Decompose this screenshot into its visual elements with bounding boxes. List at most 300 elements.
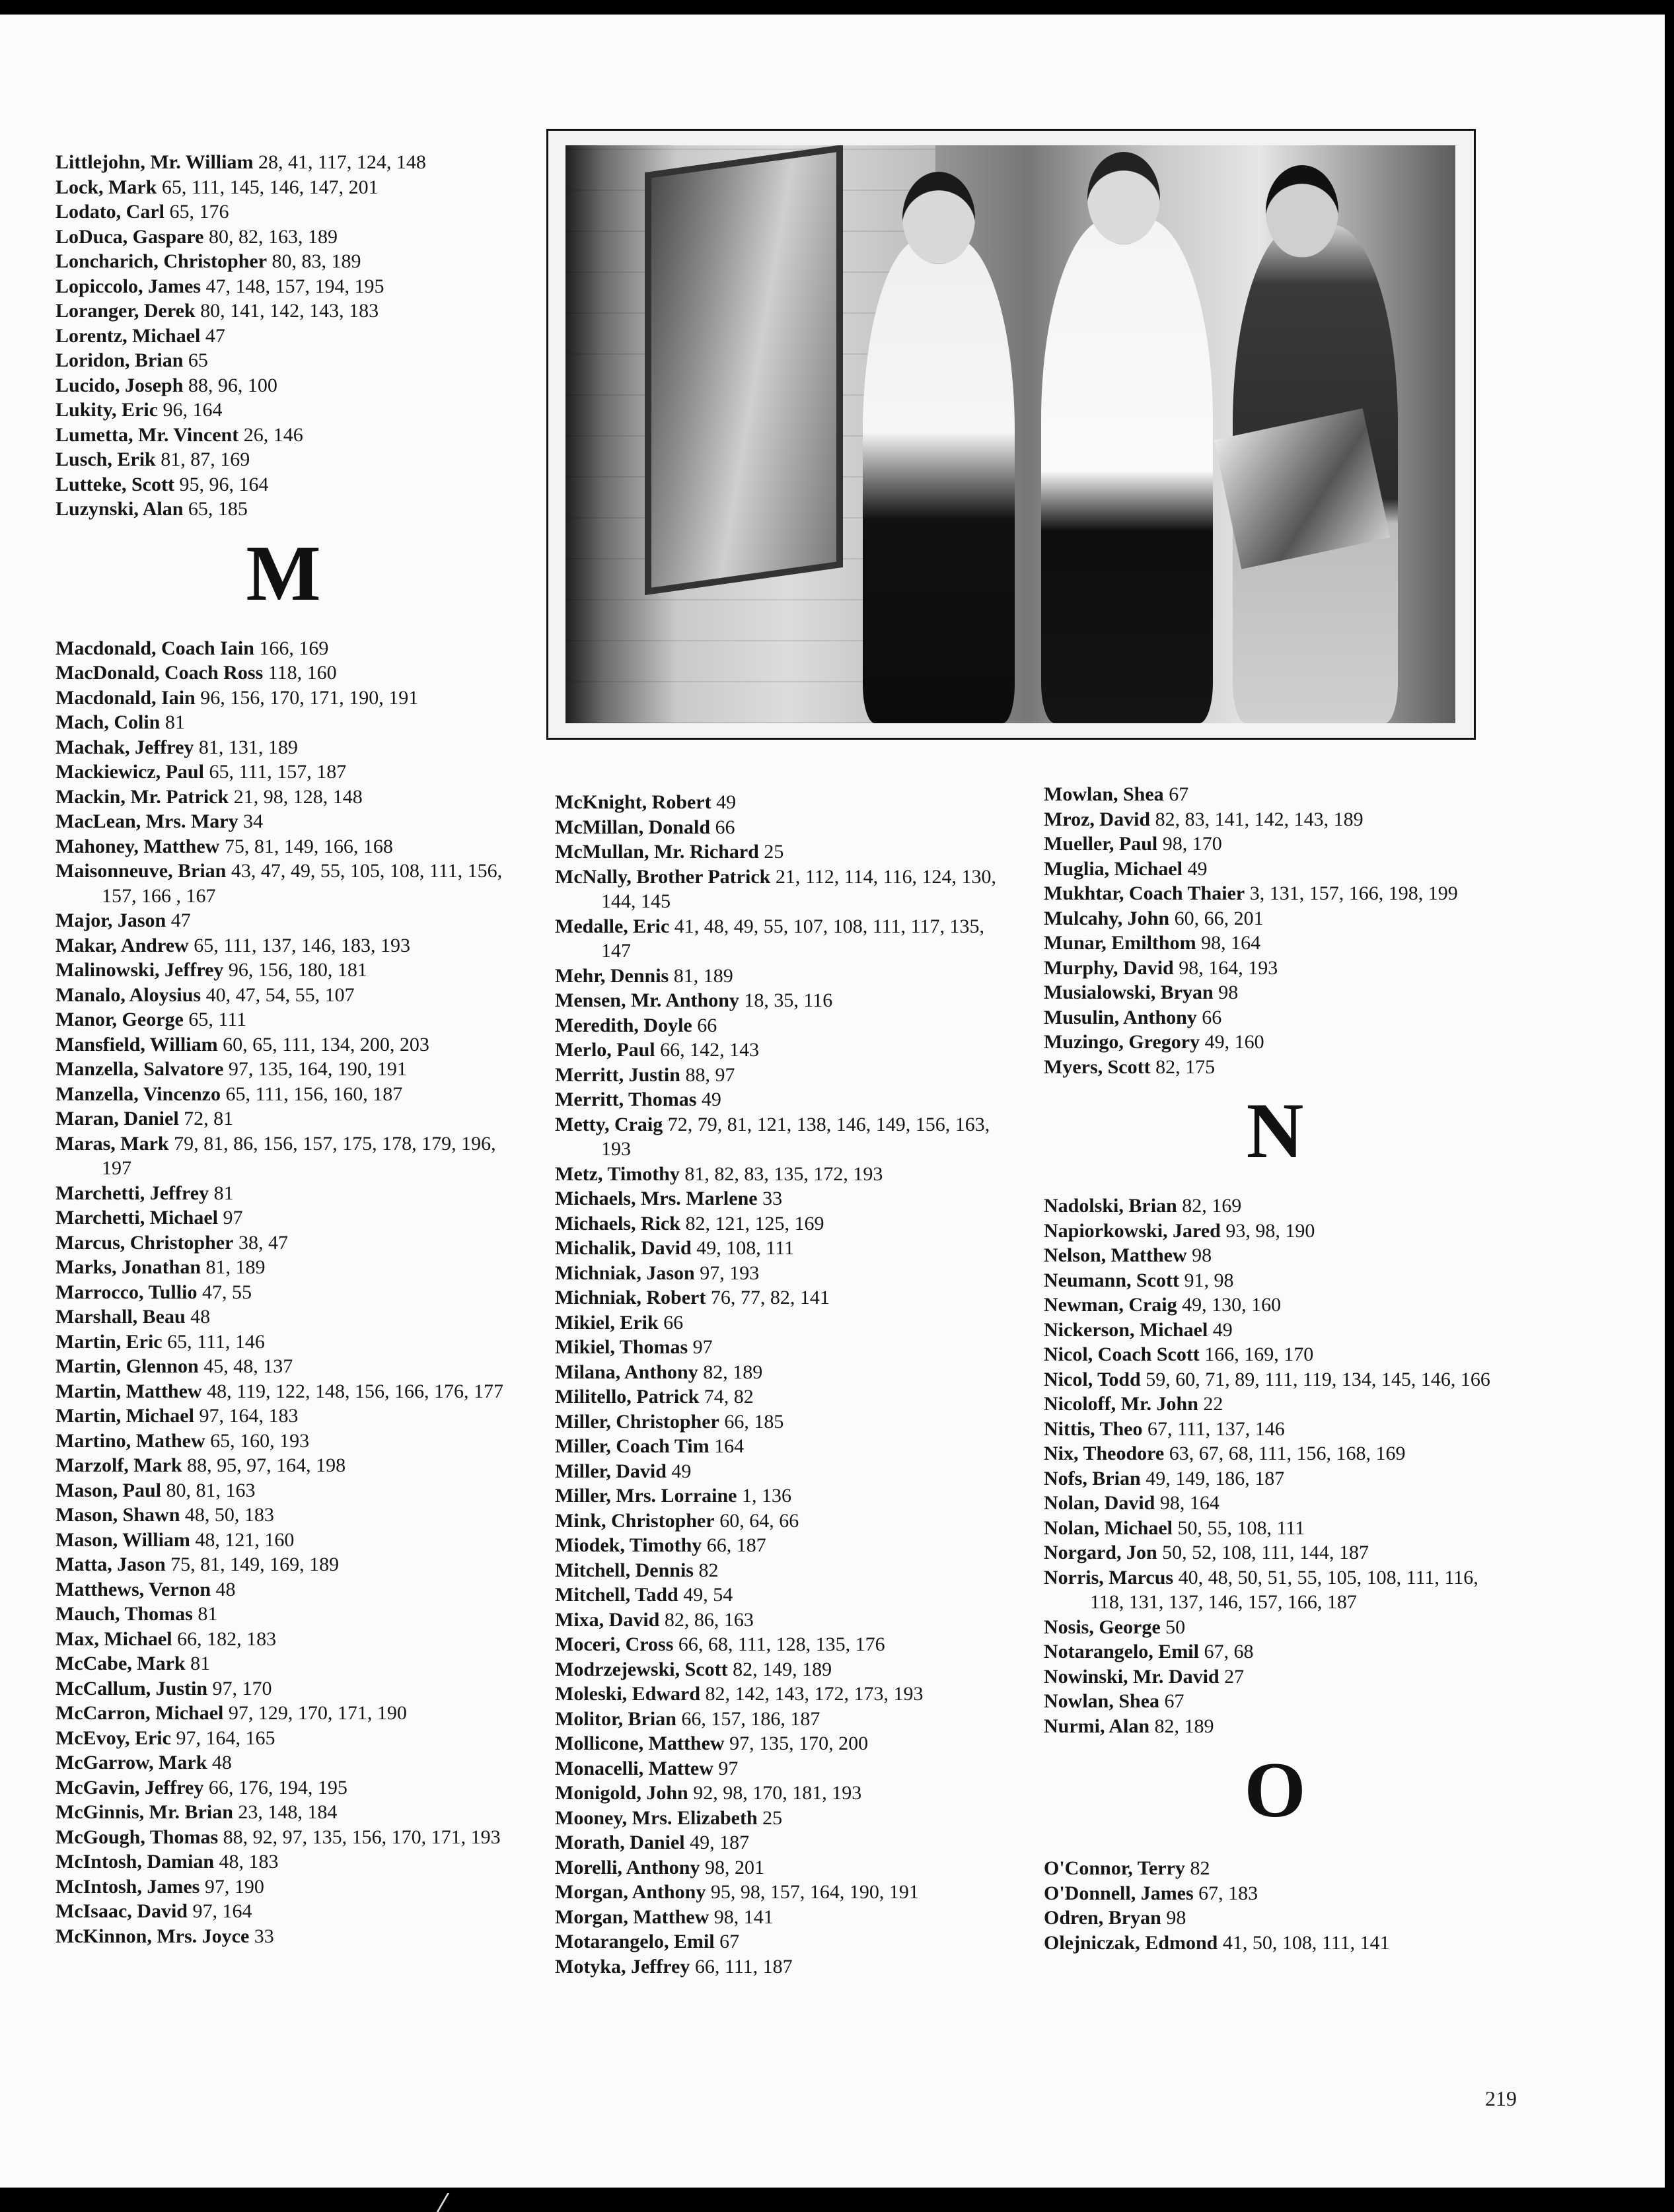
index-entry	[555, 1682, 1011, 1707]
index-entry	[1044, 1392, 1506, 1417]
index-entry-pages: 3, 131, 157, 166, 198, 199	[1249, 882, 1458, 904]
index-entry-pages: 72, 79, 81, 121, 138, 146, 149, 156, 163, 193	[601, 1113, 990, 1160]
index-entry	[555, 1211, 1011, 1236]
index-entry-name: Notarangelo, Emil	[1044, 1641, 1199, 1662]
index-entry-pages: 66, 185	[724, 1410, 784, 1433]
index-entry-name: Modrzejewski, Scott	[555, 1658, 728, 1680]
index-entry-pages: 60, 66, 201	[1174, 907, 1264, 929]
index-entry-name: Morelli, Anthony	[555, 1856, 700, 1878]
index-entry-pages: 88, 92, 97, 135, 156, 170, 171, 193	[223, 1826, 501, 1848]
index-entry	[555, 1261, 1011, 1286]
index-entry	[1044, 1367, 1506, 1392]
index-entry-pages: 92, 98, 170, 181, 193	[693, 1782, 862, 1804]
index-entry-pages: 67, 111, 137, 146	[1147, 1417, 1285, 1440]
index-entry-name: Metty, Craig	[555, 1113, 663, 1135]
index-entry	[55, 1181, 511, 1206]
index-entry-name: McMullan, Mr. Richard	[555, 841, 759, 863]
index-entry	[55, 1106, 511, 1131]
index-entry	[55, 1453, 511, 1478]
index-entry-pages: 98, 170	[1162, 833, 1222, 855]
section-letter-o: O	[1244, 1746, 1306, 1834]
index-entry-pages: 66, 142, 143	[660, 1039, 760, 1061]
index-entry-pages: 81	[164, 711, 185, 733]
index-entry-pages: 98	[1192, 1244, 1212, 1266]
index-entry-name: Maisonneuve, Brian	[55, 860, 227, 882]
index-entry	[55, 1404, 511, 1429]
index-entry-name: Milana, Anthony	[555, 1361, 698, 1383]
index-entry	[55, 472, 511, 497]
index-entry-name: Monacelli, Mattew	[555, 1757, 713, 1779]
index-entry-pages: 164	[714, 1435, 745, 1457]
index-entry-pages: 80, 82, 163, 189	[208, 225, 338, 248]
index-entry-name: Mowlan, Shea	[1044, 783, 1164, 805]
index-entry-name: Lopiccolo, James	[55, 275, 201, 297]
index-entry	[555, 1632, 1011, 1657]
index-entry-name: Musulin, Anthony	[1044, 1006, 1197, 1028]
index-entry-pages: 49, 54	[683, 1584, 733, 1606]
index-entry-name: Maran, Daniel	[55, 1108, 179, 1129]
section-letter-m: M	[246, 528, 321, 617]
index-entry-pages: 48	[215, 1578, 236, 1600]
index-entry-name: Martin, Matthew	[55, 1380, 202, 1402]
index-entry	[55, 150, 511, 175]
index-entry-pages: 48, 119, 122, 148, 156, 166, 176, 177	[207, 1380, 503, 1402]
index-entry	[55, 225, 511, 250]
index-entry-pages: 80, 83, 189	[272, 250, 361, 272]
index-entry-pages: 97, 190	[204, 1875, 264, 1898]
index-entry-name: Mroz, David	[1044, 808, 1151, 830]
index-entry-name: Martin, Eric	[55, 1330, 163, 1353]
index-entry	[1044, 1005, 1506, 1030]
index-entry-pages: 65, 160, 193	[210, 1429, 310, 1452]
index-entry-pages: 97, 129, 170, 171, 190	[228, 1702, 407, 1724]
index-entry-name: Lutteke, Scott	[55, 473, 174, 495]
index-entry-pages: 27	[1224, 1665, 1245, 1688]
index-entry-name: Myers, Scott	[1044, 1055, 1151, 1078]
index-entry-name: Nicol, Todd	[1044, 1368, 1141, 1390]
index-entry-name: Morgan, Anthony	[555, 1881, 706, 1903]
index-entry	[55, 299, 511, 324]
index-entry-name: Norris, Marcus	[1044, 1566, 1174, 1588]
index-entry	[55, 1231, 511, 1256]
index-entry-name: Marrocco, Tullio	[55, 1281, 198, 1303]
index-entry-name: Neumann, Scott	[1044, 1269, 1180, 1291]
photo-student-middle	[1041, 218, 1213, 723]
index-entry-name: Michaels, Mrs. Marlene	[555, 1188, 758, 1209]
index-entry-pages: 47	[170, 910, 191, 931]
index-entry	[55, 1379, 511, 1404]
index-entry	[1044, 1491, 1506, 1516]
index-entry-name: Nicoloff, Mr. John	[1044, 1393, 1198, 1415]
index-entry-pages: 81, 189	[673, 964, 733, 987]
section-letter-n: N	[1246, 1087, 1304, 1174]
index-entry	[555, 1756, 1011, 1781]
index-entry	[555, 1905, 1011, 1930]
index-entry	[55, 348, 511, 373]
index-entry-pages: 75, 81, 149, 166, 168	[224, 835, 393, 857]
index-entry	[555, 1558, 1011, 1583]
index-entry-name: Michaels, Rick	[555, 1212, 680, 1234]
index-entry	[55, 1032, 511, 1057]
index-entry-pages: 82, 86, 163	[664, 1608, 754, 1631]
index-entry	[1044, 1856, 1506, 1881]
index-entry	[55, 1602, 511, 1627]
index-entry-pages: 25	[764, 841, 784, 863]
index-entry-name: Napiorkowski, Jared	[1044, 1219, 1221, 1242]
index-entry	[55, 324, 511, 349]
index-entry-pages: 28, 41, 117, 124, 148	[258, 151, 426, 173]
index-entry-name: Nosis, George	[1044, 1616, 1161, 1638]
index-entry-name: Moceri, Cross	[555, 1633, 674, 1655]
index-entry	[1044, 1689, 1506, 1714]
index-entry-pages: 21, 98, 128, 148	[233, 785, 363, 808]
index-entry	[55, 686, 511, 711]
index-entry-name: McNally, Brother Patrick	[555, 865, 771, 888]
index-entry-name: Nickerson, Michael	[1044, 1318, 1208, 1341]
index-entry-pages: 67, 68	[1204, 1641, 1254, 1662]
index-entry-name: Miller, Mrs. Lorraine	[555, 1485, 737, 1507]
index-entry	[55, 859, 511, 908]
index-entry-pages: 82, 149, 189	[733, 1658, 832, 1680]
index-entry-pages: 66, 157, 186, 187	[681, 1707, 820, 1730]
index-entry-name: Olejniczak, Edmond	[1044, 1931, 1218, 1954]
index-entry	[1044, 1516, 1506, 1541]
index-entry-pages: 1, 136	[741, 1485, 791, 1507]
index-entry-name: Mackiewicz, Paul	[55, 761, 204, 783]
index-entry-name: Mehr, Dennis	[555, 964, 669, 987]
index-entry-pages: 47, 55	[201, 1281, 252, 1303]
index-entry-name: Lucido, Joseph	[55, 374, 184, 396]
index-entry	[1044, 1030, 1506, 1055]
index-entry-pages: 81	[198, 1603, 218, 1625]
index-entry-pages: 97, 193	[700, 1262, 760, 1284]
index-entry-pages: 50	[1165, 1616, 1186, 1638]
index-entry-pages: 98, 164, 193	[1179, 956, 1278, 979]
index-entry-name: Mitchell, Tadd	[555, 1584, 678, 1606]
index-entry	[1044, 881, 1506, 906]
index-entry-pages: 98, 141	[713, 1906, 774, 1928]
index-entry-pages: 66	[715, 816, 735, 838]
index-entry-name: Nolan, Michael	[1044, 1516, 1173, 1539]
index-entry	[555, 1335, 1011, 1360]
index-entry-name: McKinnon, Mrs. Joyce	[55, 1925, 250, 1947]
index-entry-name: McGinnis, Mr. Brian	[55, 1801, 233, 1823]
index-entry-pages: 50, 52, 108, 111, 144, 187	[1162, 1542, 1369, 1563]
index-entry	[55, 735, 511, 760]
index-entry-pages: 96, 164	[163, 399, 223, 421]
index-entry	[55, 1205, 511, 1231]
index-entry	[555, 1162, 1011, 1187]
index-entry	[555, 1509, 1011, 1534]
index-entry-pages: 49	[701, 1088, 721, 1110]
index-entry-name: Nelson, Matthew	[1044, 1244, 1187, 1266]
index-entry	[1044, 1714, 1506, 1739]
index-entry-pages: 66, 176, 194, 195	[208, 1776, 347, 1799]
index-entry-pages: 166, 169	[259, 637, 329, 659]
photo-head-left	[902, 172, 975, 264]
index-entry-pages: 23, 148, 184	[238, 1801, 338, 1823]
index-entry-name: Odren, Bryan	[1044, 1907, 1161, 1929]
photo-head-middle	[1087, 152, 1160, 244]
index-entry-pages: 67	[1169, 783, 1189, 805]
index-entry	[55, 1750, 511, 1775]
index-entry-pages: 65, 111, 137, 146, 183, 193	[194, 934, 410, 956]
index-entry	[55, 175, 511, 200]
index-entry-name: Murphy, David	[1044, 956, 1174, 979]
index-entry-pages: 21, 112, 114, 116, 124, 130, 144, 145	[601, 865, 996, 912]
index-entry-name: Lodato, Carl	[55, 201, 164, 223]
index-page	[0, 15, 1665, 2188]
index-entry-name: Littlejohn, Mr. William	[55, 151, 254, 173]
index-entry-pages: 96, 156, 170, 171, 190, 191	[200, 686, 419, 709]
index-entry	[555, 1285, 1011, 1310]
index-entry-name: Molitor, Brian	[555, 1707, 676, 1730]
index-entry-name: Matthews, Vernon	[55, 1578, 211, 1600]
index-entry-pages: 48, 183	[219, 1851, 279, 1873]
index-entry	[55, 1330, 511, 1355]
index-entry-pages: 34	[243, 810, 264, 832]
index-entry	[1044, 906, 1506, 931]
index-entry-pages: 66, 187	[706, 1534, 766, 1556]
index-entry-pages: 82, 189	[1154, 1715, 1214, 1737]
index-entry-pages: 72, 81	[184, 1108, 234, 1129]
index-entry-pages: 60, 65, 111, 134, 200, 203	[223, 1033, 429, 1055]
index-entry-pages: 97, 164	[192, 1900, 252, 1922]
index-entry	[55, 1726, 511, 1751]
index-entry-name: McCallum, Justin	[55, 1677, 208, 1699]
index-entry	[555, 1409, 1011, 1435]
index-entry-name: Mitchell, Dennis	[555, 1559, 694, 1581]
index-entry	[555, 1063, 1011, 1088]
index-entry-pages: 63, 67, 68, 111, 156, 168, 169	[1169, 1443, 1406, 1464]
index-entry-name: Morath, Daniel	[555, 1832, 685, 1853]
index-entry-name: Metz, Timothy	[555, 1162, 680, 1185]
index-entry-name: Nolan, David	[1044, 1492, 1155, 1514]
index-entry-pages: 93, 98, 190	[1225, 1219, 1315, 1242]
index-entry	[555, 1880, 1011, 1905]
index-entry-pages: 66	[663, 1311, 684, 1334]
index-entry-name: Musialowski, Bryan	[1044, 981, 1214, 1003]
index-entry	[55, 199, 511, 225]
index-entry-pages: 65, 111	[188, 1009, 247, 1030]
index-entry	[555, 964, 1011, 989]
index-entry-pages: 81	[190, 1653, 211, 1674]
index-entry-pages: 82, 169	[1182, 1195, 1242, 1217]
index-entry-name: O'Donnell, James	[1044, 1882, 1194, 1904]
index-entry	[555, 1112, 1011, 1162]
index-entry-pages: 88, 97	[685, 1063, 735, 1086]
index-entry-name: Mauch, Thomas	[55, 1603, 193, 1625]
index-entry-pages: 33	[762, 1188, 783, 1209]
index-entry-pages: 98, 164	[1201, 932, 1261, 954]
index-entry-pages: 40, 47, 54, 55, 107	[205, 983, 355, 1006]
index-entry	[55, 1924, 511, 1949]
index-column-right	[1044, 782, 1506, 1955]
index-entry-pages: 81, 87, 169	[161, 448, 250, 470]
index-entry-pages: 97	[223, 1207, 243, 1229]
index-entry-name: Martino, Mathew	[55, 1429, 205, 1452]
index-entry	[1044, 1243, 1506, 1268]
index-entry	[1044, 857, 1506, 882]
index-entry-name: Monigold, John	[555, 1782, 688, 1804]
index-entry	[555, 1707, 1011, 1732]
index-entry	[55, 497, 511, 522]
index-entry-pages: 66, 111, 187	[694, 1955, 793, 1978]
index-entry-name: McIntosh, Damian	[55, 1851, 215, 1873]
index-entry-pages: 45, 48, 137	[203, 1355, 293, 1377]
index-entry-name: Mink, Christopher	[555, 1509, 715, 1532]
index-entry-pages: 98	[1218, 981, 1239, 1003]
index-entry-name: Mason, William	[55, 1528, 190, 1551]
index-entry-name: Mackin, Mr. Patrick	[55, 785, 229, 808]
index-entry-pages: 81	[213, 1182, 234, 1204]
index-entry-name: Macdonald, Coach Iain	[55, 637, 254, 659]
index-entry	[555, 988, 1011, 1013]
index-entry-name: Lusch, Erik	[55, 448, 156, 470]
index-entry	[1044, 1194, 1506, 1219]
photo-window	[645, 145, 843, 595]
index-entry	[1044, 1565, 1506, 1615]
photo-frame	[546, 129, 1476, 740]
index-entry-name: Mansfield, William	[55, 1033, 218, 1055]
index-entry-pages: 49	[716, 791, 737, 813]
index-entry-pages: 80, 81, 163	[166, 1479, 256, 1501]
index-entry-name: Mooney, Mrs. Elizabeth	[555, 1806, 758, 1829]
index-entry	[555, 1583, 1011, 1608]
photo-student-left	[863, 238, 1015, 723]
index-entry-name: Nowinski, Mr. David	[1044, 1665, 1219, 1688]
index-entry	[555, 1929, 1011, 1954]
index-entry	[55, 1701, 511, 1726]
index-entry-pages: 67	[1164, 1690, 1184, 1712]
index-entry	[555, 1434, 1011, 1459]
index-entry	[55, 398, 511, 423]
index-entry-pages: 26, 146	[243, 423, 303, 446]
index-entry	[55, 636, 511, 661]
index-entry	[55, 1354, 511, 1379]
index-entry-pages: 97	[692, 1336, 713, 1358]
index-entry	[1044, 1906, 1506, 1931]
index-entry-pages: 79, 81, 86, 156, 157, 175, 178, 179, 196, 197	[102, 1132, 496, 1179]
index-entry	[55, 710, 511, 735]
index-entry-pages: 80, 141, 142, 143, 183	[200, 300, 379, 322]
index-entry	[1044, 1441, 1506, 1466]
index-entry-pages: 97, 135, 170, 200	[729, 1732, 869, 1754]
index-entry-pages: 97	[718, 1757, 739, 1779]
index-entry-pages: 65, 111, 157, 187	[209, 761, 347, 783]
index-entry-name: Malinowski, Jeffrey	[55, 959, 224, 981]
index-entry-name: McGavin, Jeffrey	[55, 1776, 204, 1799]
index-entry	[55, 1304, 511, 1330]
index-entry-pages: 49	[1212, 1318, 1233, 1341]
index-entry	[555, 1954, 1011, 1980]
index-entry-name: Maras, Mark	[55, 1132, 169, 1155]
index-entry	[1044, 832, 1506, 857]
index-entry-name: Lumetta, Mr. Vincent	[55, 423, 239, 446]
index-entry	[1044, 782, 1506, 807]
index-entry	[555, 914, 1011, 964]
index-entry-pages: 98	[1166, 1907, 1186, 1929]
index-entry	[555, 1236, 1011, 1261]
index-entry-pages: 59, 60, 71, 89, 111, 119, 134, 145, 146, 166	[1146, 1368, 1490, 1390]
index-entry-pages: 25	[762, 1806, 783, 1829]
index-entry-name: Mensen, Mr. Anthony	[555, 989, 739, 1011]
index-entry-name: Manor, George	[55, 1009, 184, 1030]
index-entry-name: McKnight, Robert	[555, 791, 711, 813]
index-entry-pages: 50, 55, 108, 111	[1177, 1516, 1305, 1539]
index-entry-name: Marchetti, Jeffrey	[55, 1182, 209, 1204]
index-entry	[55, 660, 511, 686]
page-number: 219	[1485, 2087, 1517, 2110]
index-entry-name: Loranger, Derek	[55, 300, 196, 322]
index-entry	[1044, 1881, 1506, 1906]
index-entry-name: Merritt, Thomas	[555, 1088, 697, 1110]
index-column-middle	[555, 790, 1011, 1979]
index-entry-pages: 97, 135, 164, 190, 191	[228, 1058, 407, 1080]
index-entry-pages: 49, 108, 111	[696, 1237, 794, 1259]
index-entry-pages: 88, 96, 100	[188, 374, 277, 396]
index-entry-pages: 74, 82	[704, 1386, 754, 1408]
index-entry-pages: 65, 176	[169, 201, 229, 223]
index-entry	[55, 423, 511, 448]
index-entry-name: Mason, Shawn	[55, 1504, 180, 1526]
index-entry	[1044, 1342, 1506, 1367]
index-entry-pages: 41, 50, 108, 111, 141	[1222, 1931, 1390, 1954]
index-entry	[55, 1255, 511, 1280]
index-entry	[55, 1874, 511, 1900]
index-entry-name: Nurmi, Alan	[1044, 1715, 1150, 1737]
index-entry	[1044, 1268, 1506, 1293]
index-entry-pages: 65	[188, 349, 208, 371]
index-entry	[555, 1087, 1011, 1112]
index-entry	[555, 865, 1011, 914]
index-entry-name: Norgard, Jon	[1044, 1542, 1157, 1563]
index-entry	[55, 1775, 511, 1801]
index-entry	[555, 1781, 1011, 1806]
index-entry	[55, 908, 511, 933]
index-entry	[555, 1806, 1011, 1831]
index-entry-pages: 97, 164, 183	[199, 1405, 299, 1427]
index-entry-name: Mason, Paul	[55, 1479, 162, 1501]
index-entry-pages: 49, 149, 186, 187	[1146, 1467, 1285, 1489]
index-entry-name: MacDonald, Coach Ross	[55, 662, 264, 684]
index-entry-name: McEvoy, Eric	[55, 1727, 171, 1749]
index-entry	[1044, 931, 1506, 956]
index-entry-name: Mahoney, Matthew	[55, 835, 220, 857]
index-entry	[555, 1608, 1011, 1633]
index-entry-name: Nittis, Theo	[1044, 1417, 1143, 1440]
index-entry	[555, 1360, 1011, 1385]
index-entry-name: Machak, Jeffrey	[55, 736, 194, 758]
index-entry	[55, 983, 511, 1008]
index-entry	[55, 447, 511, 472]
index-entry	[55, 834, 511, 859]
index-entry-name: Nadolski, Brian	[1044, 1195, 1177, 1217]
index-entry-name: Marzolf, Mark	[55, 1454, 182, 1476]
index-entry-name: McIsaac, David	[55, 1900, 188, 1922]
index-entry	[55, 1849, 511, 1874]
index-entry-pages: 166, 169, 170	[1204, 1343, 1314, 1365]
index-entry	[1044, 1055, 1506, 1080]
index-entry	[55, 1800, 511, 1825]
index-entry-name: Marks, Jonathan	[55, 1256, 201, 1278]
index-entry-pages: 49, 160	[1204, 1031, 1264, 1053]
index-entry-pages: 47, 148, 157, 194, 195	[205, 275, 384, 297]
index-entry	[555, 1483, 1011, 1509]
index-entry-name: Michniak, Jason	[555, 1262, 695, 1284]
index-entry	[1044, 1931, 1506, 1956]
index-entry-pages: 98, 164	[1159, 1492, 1219, 1514]
